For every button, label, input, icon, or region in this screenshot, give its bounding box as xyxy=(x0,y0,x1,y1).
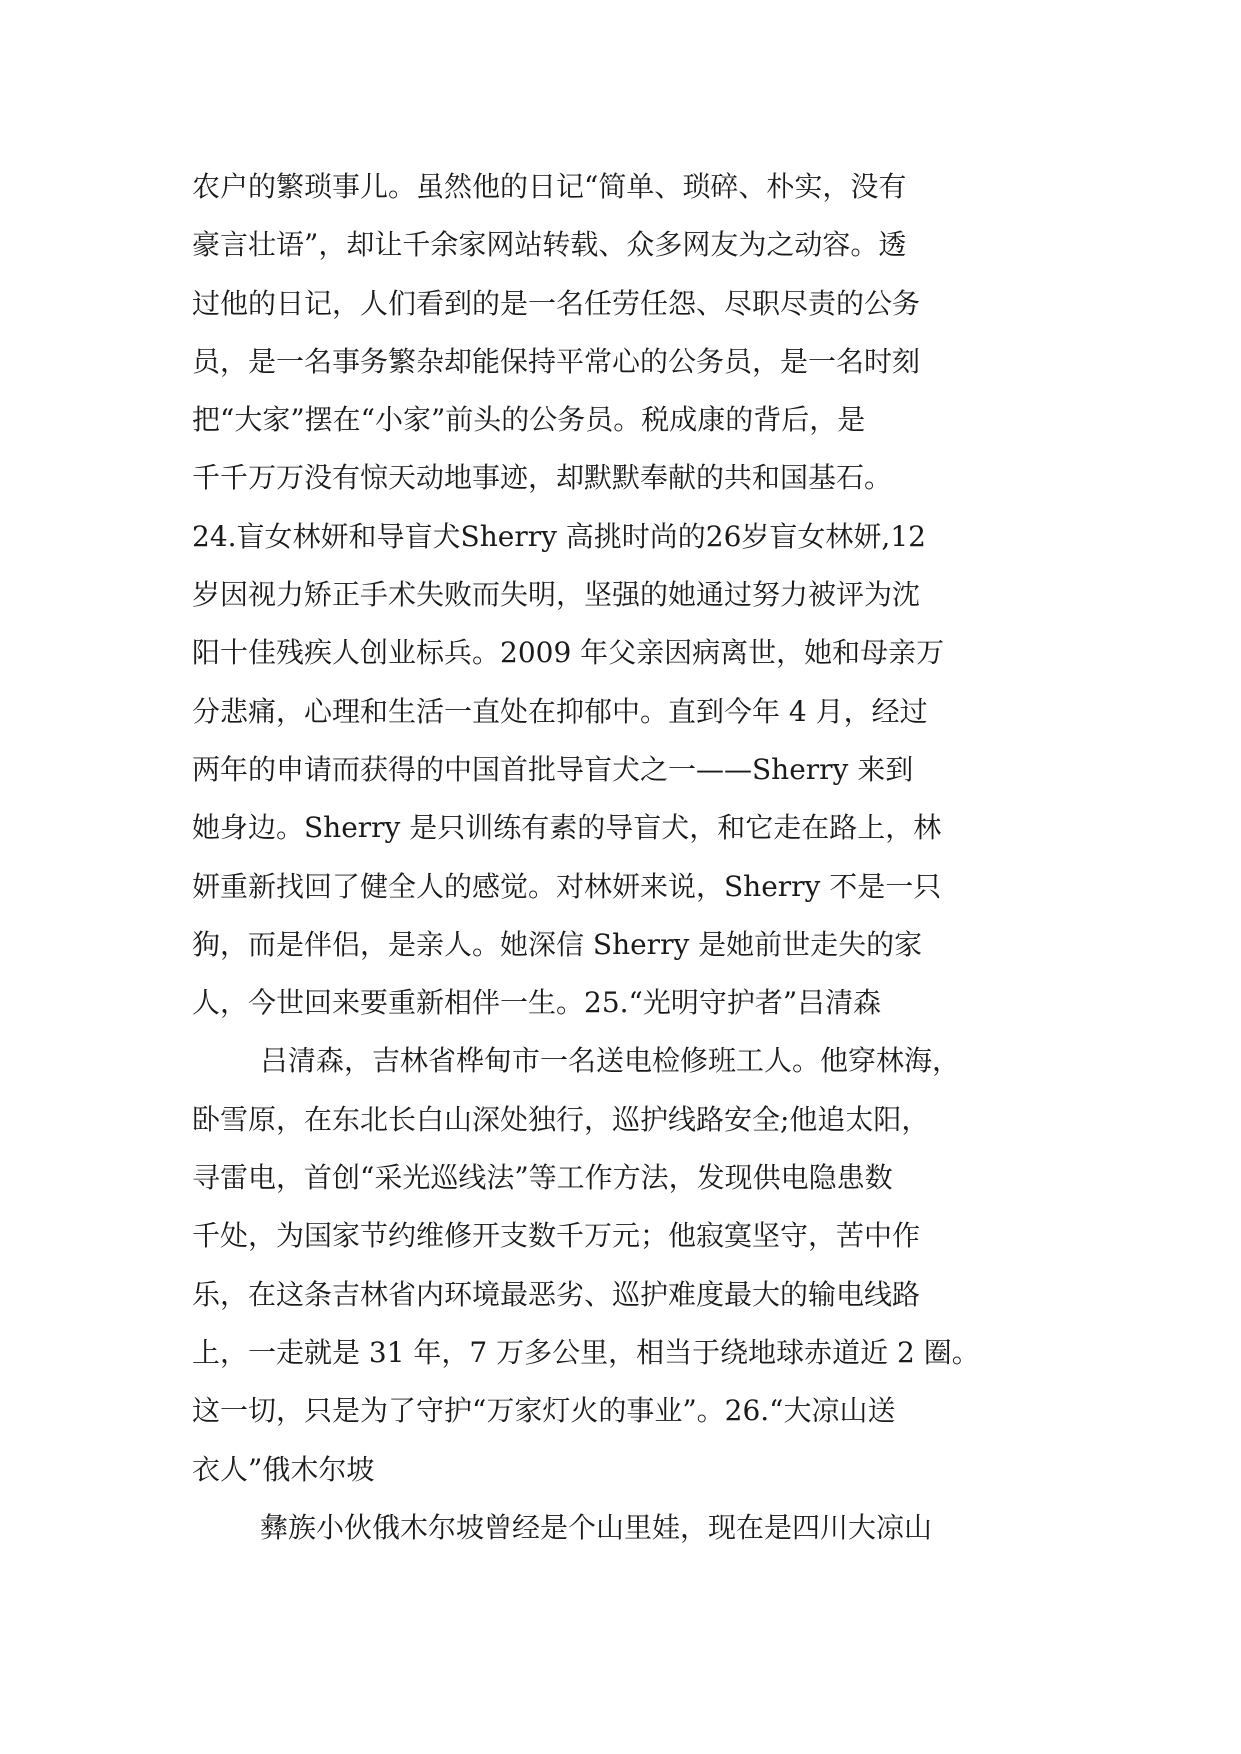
text-line: 分悲痛，心理和生活一直处在抑郁中。直到今年 4 月，经过 xyxy=(192,694,928,728)
text-line: 农户的繁琐事儿。虽然他的日记“简单、琐碎、朴实，没有 xyxy=(192,170,907,203)
text-line: 员，是一名事务繁杂却能保持平常心的公务员，是一名时刻 xyxy=(192,344,921,378)
text-line: 人，今世回来要重新相伴一生。25.“光明守护者”吕清森 xyxy=(192,986,882,1020)
body-text xyxy=(192,158,1052,1557)
paragraph-start-line: 吕清森，吉林省桦甸市一名送电检修班工人。他穿林海， xyxy=(260,1044,961,1078)
text-line: 她身边。Sherry 是只训练有素的导盲犬，和它走在路上，林 xyxy=(192,811,942,845)
text-line: 千处，为国家节约维修开支数千万元；他寂寞坚守，苦中作 xyxy=(192,1219,921,1253)
text-line: 千千万万没有惊天动地事迹，却默默奉献的共和国基石。 xyxy=(192,461,893,495)
text-line: 寻雷电，首创“采光巡线法”等工作方法，发现供电隐患数 xyxy=(192,1161,893,1195)
text-line: 豪言壮语”，却让千余家网站转载、众多网友为之动容。透 xyxy=(192,228,907,262)
text-line: 卧雪原，在东北长白山深处独行，巡护线路安全;他追太阳， xyxy=(192,1102,930,1136)
text-line: 岁因视力矫正手术失败而失明，坚强的她通过努力被评为沈 xyxy=(192,578,921,612)
text-line: 24.盲女林妍和导盲犬Sherry 高挑时尚的26岁盲女林妍,12 xyxy=(192,519,926,553)
text-line: 过他的日记，人们看到的是一名任劳任怨、尽职尽责的公务 xyxy=(192,286,921,320)
paragraph-start-line: 彝族小伙俄木尔坡曾经是个山里娃，现在是四川大凉山 xyxy=(260,1510,933,1544)
text-line: 阳十佳残疾人创业标兵。2009 年父亲因病离世，她和母亲万 xyxy=(192,636,945,670)
text-line: 两年的申请而获得的中国首批导盲犬之一——Sherry 来到 xyxy=(192,752,914,786)
text-line: 狗，而是伴侣，是亲人。她深信 Sherry 是她前世走失的家 xyxy=(192,927,923,961)
text-line: 妍重新找回了健全人的感觉。对林妍来说，Sherry 不是一只 xyxy=(192,869,942,903)
text-line: 把“大家”摆在“小家”前头的公务员。税成康的背后，是 xyxy=(192,403,866,437)
text-line: 乐，在这条吉林省内环境最恶劣、巡护难度最大的输电线路 xyxy=(192,1277,921,1311)
text-line: 上，一走就是 31 年，7 万多公里，相当于绕地球赤道近 2 圈。 xyxy=(192,1335,980,1369)
text-line: 衣人”俄木尔坡 xyxy=(192,1452,375,1486)
text-line: 这一切，只是为了守护“万家灯火的事业”。26.“大凉山送 xyxy=(192,1394,896,1428)
